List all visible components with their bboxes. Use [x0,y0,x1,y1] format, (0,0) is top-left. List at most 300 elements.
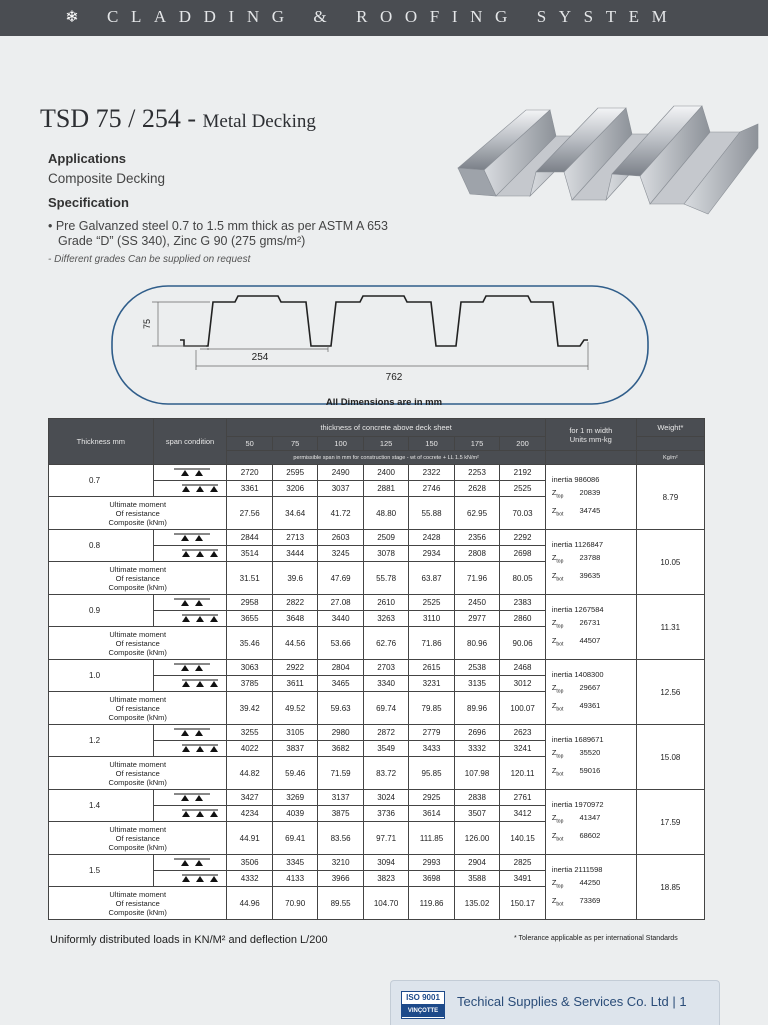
ult-line-1: Ultimate moment [109,629,167,639]
span-value: 2696 [454,725,499,741]
ult-line-1: Ultimate moment [109,824,167,834]
ultimate-moment-value: 120.11 [500,757,546,790]
col-weight: Weight* [636,419,704,437]
ultimate-moment-value: 55.78 [363,562,408,595]
span-value: 2468 [500,660,546,676]
ultimate-moment-value: 71.59 [318,757,363,790]
span-value: 2804 [318,660,363,676]
tolerance-footnote: * Tolerance applicable as per international Standards [514,935,678,942]
ultimate-moment-value: 126.00 [454,822,499,855]
ultimate-moment-value: 53.66 [318,627,363,660]
span-value: 3507 [454,806,499,822]
table-row [49,530,705,546]
col-thickness: Thickness mm [49,419,154,465]
span-value: 3037 [318,481,363,497]
spec-line-1: • Pre Galvanzed steel 0.7 to 1.5 mm thick as per ASTM A 653 [48,219,388,233]
ult-line-3: Composite (kNm) [108,517,167,527]
span-value: 3269 [272,790,317,806]
ultimate-moment-value: 83.56 [318,822,363,855]
span-value: 2603 [318,530,363,546]
span-value: 3736 [363,806,408,822]
span-value: 2977 [454,611,499,627]
dim-pitch-label: 254 [251,352,269,363]
deck-sheet-image [440,88,762,238]
span-value: 3063 [227,660,272,676]
span-value: 2610 [363,595,408,611]
ultimate-moment-value: 100.07 [500,692,546,725]
span-double-icon [153,806,227,822]
span-value: 3231 [409,676,454,692]
span-value: 2720 [227,465,272,481]
ult-line-3: Composite (kNm) [108,712,167,722]
ultimate-moment-value: 135.02 [454,887,499,920]
ztop-sub: top [556,753,564,760]
span-value: 2698 [500,546,546,562]
ultimate-moment-value: 95.85 [409,757,454,790]
col-permissible: permissible span in mm for construction stage - wt of cocrete + LL 1.5 kN/m² [227,451,545,465]
company-name: Techical Supplies & Services Co. Ltd | 1 [457,994,687,1009]
product-code: TSD 75 / 254 - [40,104,196,133]
span-value: 3135 [454,676,499,692]
span-value: 2192 [500,465,546,481]
span-double-icon [153,871,227,887]
weight-cell: 18.85 [636,855,704,920]
span-value: 2993 [409,855,454,871]
span-value: 3698 [409,871,454,887]
ztop-value: 23788 [579,553,601,562]
span-value: 3837 [272,741,317,757]
span-value: 2525 [500,481,546,497]
section-properties [545,595,636,660]
span-value: 3655 [227,611,272,627]
product-title [40,104,316,134]
span-value: 3465 [318,676,363,692]
span-value: 2253 [454,465,499,481]
ztop-label: Z [551,488,557,497]
span-value: 2525 [409,595,454,611]
span-value: 3966 [318,871,363,887]
span-value: 2628 [454,481,499,497]
ult-line-1: Ultimate moment [109,499,167,509]
span-single-icon [153,725,227,741]
zbot-label: Z [551,765,557,775]
ztop-value: 35520 [579,748,601,757]
span-value: 2825 [500,855,546,871]
ultimate-moment-label [49,692,227,725]
table-row [49,595,705,611]
ultimate-moment-value: 63.87 [409,562,454,595]
zbot-value: 73369 [579,895,601,905]
span-value: 3549 [363,741,408,757]
span-value: 2428 [409,530,454,546]
applications-heading: Applications [48,151,127,166]
span-value: 3012 [500,676,546,692]
span-value: 2509 [363,530,408,546]
ultimate-moment-value: 44.56 [272,627,317,660]
span-double-icon [153,611,227,627]
table-row [49,660,705,676]
span-value: 3412 [500,806,546,822]
ultimate-moment-label [49,757,227,790]
ultimate-moment-value: 79.85 [409,692,454,725]
span-value: 2904 [454,855,499,871]
span-value: 3514 [227,546,272,562]
weight-cell: 17.59 [636,790,704,855]
span-value: 3094 [363,855,408,871]
span-value: 2490 [318,465,363,481]
span-value: 3427 [227,790,272,806]
col-concrete-50: 50 [227,437,272,451]
ztop-label: Z [551,813,557,822]
ultimate-moment-value: 41.72 [318,497,363,530]
span-value: 3110 [409,611,454,627]
ultimate-moment-value: 71.96 [454,562,499,595]
ultimate-moment-value: 140.15 [500,822,546,855]
spec-line-2: Grade “D” (SS 340), Zinc G 90 (275 gms/m²) [58,234,306,248]
span-value: 2838 [454,790,499,806]
span-value: 2808 [454,546,499,562]
span-value: 2872 [363,725,408,741]
zbot-label: Z [551,700,557,710]
dim-height-label: 75 [142,318,152,330]
span-value: 3444 [272,546,317,562]
span-value: 3263 [363,611,408,627]
zbot-value: 59016 [579,765,601,775]
ultimate-moment-value: 69.41 [272,822,317,855]
span-value: 3614 [409,806,454,822]
span-value: 3206 [272,481,317,497]
load-span-table [48,418,705,920]
table-row [49,790,705,806]
ultimate-moment-value: 150.17 [500,887,546,920]
span-double-icon [153,546,227,562]
ult-line-1: Ultimate moment [109,564,167,574]
span-value: 2934 [409,546,454,562]
ultimate-moment-label [49,627,227,660]
inertia-label: inertia [551,475,573,484]
span-value: 3823 [363,871,408,887]
span-value: 2538 [454,660,499,676]
zbot-sub: bot [556,641,564,647]
ult-line-2: Of resistance [115,573,160,583]
section-properties [545,855,636,920]
inertia-value: 986086 [574,475,600,484]
inertia-label: inertia [551,605,573,614]
span-value: 2450 [454,595,499,611]
span-single-icon [153,530,227,546]
weight-cell: 8.79 [636,465,704,530]
ultimate-moment-value: 31.51 [227,562,272,595]
span-value: 2844 [227,530,272,546]
thickness-cell: 0.7 [49,465,154,497]
zbot-value: 39635 [579,570,601,580]
inertia-value: 1408300 [574,670,604,679]
col-concrete-100: 100 [318,437,363,451]
span-value: 2615 [409,660,454,676]
ultimate-moment-value: 48.80 [363,497,408,530]
ztop-sub: top [556,818,564,825]
ultimate-moment-value: 44.96 [227,887,272,920]
col-for1m [545,419,636,451]
ultimate-moment-value: 34.64 [272,497,317,530]
ztop-label: Z [551,748,557,757]
span-value: 2713 [272,530,317,546]
ultimate-moment-value: 80.96 [454,627,499,660]
ultimate-moment-value: 119.86 [409,887,454,920]
span-value: 3105 [272,725,317,741]
ult-line-1: Ultimate moment [109,694,167,704]
ultimate-moment-value: 39.6 [272,562,317,595]
specification-text [48,219,448,249]
span-value: 4332 [227,871,272,887]
dim-cover-label: 762 [385,372,403,383]
ult-line-3: Composite (kNm) [108,777,167,787]
ultimate-moment-value: 89.96 [454,692,499,725]
thickness-cell: 1.2 [49,725,154,757]
thickness-cell: 0.9 [49,595,154,627]
col-concrete-75: 75 [272,437,317,451]
ztop-value: 44250 [579,878,601,887]
span-value: 2922 [272,660,317,676]
product-subtitle: Metal Decking [202,111,316,132]
section-properties [545,530,636,595]
ultimate-moment-value: 35.46 [227,627,272,660]
system-title: CLADDING & ROOFING SYSTEM [107,7,680,26]
ultimate-moment-value: 49.52 [272,692,317,725]
weight-cell: 12.56 [636,660,704,725]
span-value: 3345 [272,855,317,871]
ultimate-moment-value: 44.91 [227,822,272,855]
inertia-value: 1970972 [574,800,604,809]
span-value: 3078 [363,546,408,562]
ultimate-moment-value: 89.55 [318,887,363,920]
iso-text: ISO 9001 [402,992,444,1005]
zbot-sub: bot [556,706,564,712]
ult-line-2: Of resistance [115,833,160,843]
weight-cell: 10.05 [636,530,704,595]
inertia-label: inertia [551,800,573,809]
span-value: 3245 [318,546,363,562]
snowflake-icon: ❄ [65,9,79,26]
ultimate-moment-value: 62.95 [454,497,499,530]
ult-line-1: Ultimate moment [109,889,167,899]
ultimate-moment-value: 59.46 [272,757,317,790]
ult-line-2: Of resistance [115,898,160,908]
span-value: 3340 [363,676,408,692]
zbot-sub: bot [556,771,564,777]
span-double-icon [153,481,227,497]
ult-line-2: Of resistance [115,768,160,778]
ultimate-moment-value: 70.03 [500,497,546,530]
span-value: 3137 [318,790,363,806]
cert-text: VINÇOTTE [402,1005,444,1017]
inertia-value: 1126847 [574,540,604,549]
span-value: 2881 [363,481,408,497]
section-properties [545,465,636,530]
thickness-cell: 1.0 [49,660,154,692]
ultimate-moment-value: 107.98 [454,757,499,790]
span-value: 2623 [500,725,546,741]
ultimate-moment-label [49,822,227,855]
ztop-sub: top [556,883,564,890]
for1m-label: for 1 m width [569,425,613,435]
zbot-value: 44507 [579,635,601,645]
inertia-value: 1689671 [574,735,604,744]
zbot-sub: bot [556,901,564,907]
header-bar [0,0,768,36]
zbot-sub: bot [556,576,564,582]
span-value: 2958 [227,595,272,611]
thickness-cell: 0.8 [49,530,154,562]
col-concrete-200: 200 [500,437,546,451]
ultimate-moment-value: 47.69 [318,562,363,595]
span-value: 2822 [272,595,317,611]
span-value: 2595 [272,465,317,481]
ult-line-3: Composite (kNm) [108,907,167,917]
units-label: Units mm-kg [569,434,612,444]
zbot-label: Z [551,570,557,580]
inertia-label: inertia [551,865,573,874]
section-properties [545,660,636,725]
ult-line-3: Composite (kNm) [108,582,167,592]
empty-header-cell [545,451,636,465]
ult-line-2: Of resistance [115,508,160,518]
col-concrete-175: 175 [454,437,499,451]
col-concrete-150: 150 [409,437,454,451]
span-value: 3210 [318,855,363,871]
specification-heading: Specification [48,195,129,210]
span-value: 3648 [272,611,317,627]
table-row [49,855,705,871]
span-value: 2400 [363,465,408,481]
span-value: 2356 [454,530,499,546]
inertia-value: 2111598 [574,865,603,874]
span-value: 2746 [409,481,454,497]
zbot-label: Z [551,830,557,840]
span-value: 4133 [272,871,317,887]
span-single-icon [153,595,227,611]
ultimate-moment-value: 59.63 [318,692,363,725]
ztop-label: Z [551,553,557,562]
zbot-sub: bot [556,836,564,842]
span-single-icon [153,790,227,806]
applications-text: Composite Decking [48,171,166,186]
ztop-value: 20839 [579,488,601,497]
ztop-sub: top [556,688,564,695]
ultimate-moment-value: 83.72 [363,757,408,790]
dimensions-note: All Dimensions are in mm [325,397,443,408]
zbot-label: Z [551,895,557,905]
col-span: span condition [153,419,227,465]
ultimate-moment-value: 55.88 [409,497,454,530]
ultimate-moment-value: 62.76 [363,627,408,660]
thickness-cell: 1.4 [49,790,154,822]
inertia-label: inertia [551,735,573,744]
weight-cell: 15.08 [636,725,704,790]
thickness-cell: 1.5 [49,855,154,887]
span-value: 2980 [318,725,363,741]
load-footnote: Uniformly distributed loads in KN/M² and deflection L/200 [50,934,328,946]
ultimate-moment-value: 111.85 [409,822,454,855]
weight-spacer [636,437,704,451]
span-value: 2383 [500,595,546,611]
span-value: 3682 [318,741,363,757]
span-value: 3440 [318,611,363,627]
ztop-label: Z [551,878,557,887]
ultimate-moment-value: 44.82 [227,757,272,790]
ultimate-moment-value: 97.71 [363,822,408,855]
span-value: 3255 [227,725,272,741]
ult-line-1: Ultimate moment [109,759,167,769]
span-double-icon [153,676,227,692]
weight-cell: 11.31 [636,595,704,660]
span-value: 4022 [227,741,272,757]
zbot-value: 68602 [579,830,601,840]
zbot-label: Z [551,505,557,515]
span-value: 27.08 [318,595,363,611]
ultimate-moment-value: 70.90 [272,887,317,920]
specification-note: - Different grades Can be supplied on request [48,254,251,265]
span-value: 3785 [227,676,272,692]
zbot-sub: bot [556,511,564,517]
ztop-label: Z [551,618,557,627]
span-value: 2925 [409,790,454,806]
inertia-value: 1267584 [574,605,604,614]
ztop-sub: top [556,493,564,500]
ultimate-moment-value: 69.74 [363,692,408,725]
ztop-sub: top [556,623,564,630]
span-value: 4039 [272,806,317,822]
ultimate-moment-label [49,562,227,595]
zbot-value: 49361 [579,700,601,710]
profile-drawing [110,284,650,408]
ultimate-moment-label [49,497,227,530]
span-value: 2703 [363,660,408,676]
ultimate-moment-value: 104.70 [363,887,408,920]
footer-tab [390,980,720,1025]
span-single-icon [153,465,227,481]
ult-line-2: Of resistance [115,703,160,713]
span-value: 3506 [227,855,272,871]
ztop-label: Z [551,683,557,692]
zbot-label: Z [551,635,557,645]
ult-line-3: Composite (kNm) [108,647,167,657]
span-double-icon [153,741,227,757]
ultimate-moment-value: 90.06 [500,627,546,660]
weight-unit: Kg/m² [636,451,704,465]
span-single-icon [153,660,227,676]
section-properties [545,790,636,855]
table-row [49,465,705,481]
inertia-label: inertia [551,670,573,679]
iso-badge [401,991,445,1019]
col-concrete-125: 125 [363,437,408,451]
span-value: 4234 [227,806,272,822]
span-value: 3241 [500,741,546,757]
span-value: 3024 [363,790,408,806]
ultimate-moment-value: 39.42 [227,692,272,725]
span-value: 3611 [272,676,317,692]
col-concrete-title: thickness of concrete above deck sheet [227,419,545,437]
ult-line-3: Composite (kNm) [108,842,167,852]
zbot-value: 34745 [579,505,601,515]
ztop-value: 41347 [579,813,601,822]
ztop-value: 26731 [579,618,601,627]
span-value: 2761 [500,790,546,806]
span-single-icon [153,855,227,871]
ultimate-moment-value: 80.05 [500,562,546,595]
ztop-sub: top [556,558,564,565]
